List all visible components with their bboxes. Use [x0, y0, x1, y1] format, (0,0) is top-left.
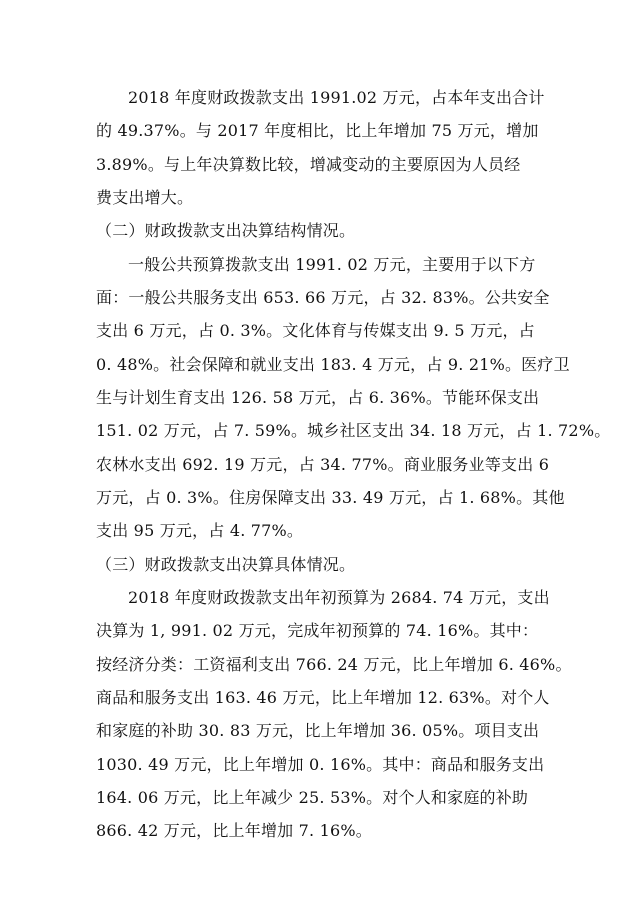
- p1-line-2: 的 49.37%。与 2017 年度相比，比上年增加 75 万元，增加: [96, 121, 539, 140]
- p2-line-9: 支出 95 万元，占 4. 77%。: [96, 521, 304, 540]
- p2-line-4: 0. 48%。社会保障和就业支出 183. 4 万元，占 9. 21%。医疗卫: [96, 355, 570, 374]
- p1-line-3: 3.89%。与上年决算数比较，增减变动的主要原因为人员经: [96, 155, 521, 174]
- p3-line-6: 1030. 49 万元，比上年增加 0. 16%。其中：商品和服务支出: [96, 755, 545, 774]
- p3-line-2: 决算为 1, 991. 02 万元，完成年初预算的 74. 16%。其中：: [96, 621, 539, 640]
- p3-line-3: 按经济分类：工资福利支出 766. 24 万元，比上年增加 6. 46%。: [96, 655, 572, 674]
- p2-line-8: 万元，占 0. 3%。住房保障支出 33. 49 万元，占 1. 68%。其他: [96, 488, 565, 507]
- section-heading-2: （二）财政拨款支出决算结构情况。: [96, 221, 356, 240]
- p2-line-6: 151. 02 万元，占 7. 59%。城乡社区支出 34. 18 万元，占 1. 72%。: [96, 421, 611, 440]
- p2-line-7: 农林水支出 692. 19 万元，占 34. 77%。商业服务业等支出 6: [96, 455, 550, 474]
- p3-line-5: 和家庭的补助 30. 83 万元，比上年增加 36. 05%。项目支出: [96, 721, 540, 740]
- p2-line-1: 一般公共预算拨款支出 1991. 02 万元，主要用于以下方: [128, 255, 536, 274]
- section-heading-3: （三）财政拨款支出决算具体情况。: [96, 555, 356, 574]
- p2-line-5: 生与计划生育支出 126. 58 万元，占 6. 36%。节能环保支出: [96, 388, 540, 407]
- p2-line-3: 支出 6 万元，占 0. 3%。文化体育与传媒支出 9. 5 万元，占: [96, 321, 535, 340]
- p3-line-4: 商品和服务支出 163. 46 万元，比上年增加 12. 63%。对个人: [96, 688, 550, 707]
- p1-line-4: 费支出增大。: [96, 188, 194, 207]
- p3-line-1: 2018 年度财政拨款支出年初预算为 2684. 74 万元，支出: [128, 588, 550, 607]
- p1-line-1: 2018 年度财政拨款支出 1991.02 万元，占本年支出合计: [128, 88, 545, 107]
- p3-line-7: 164. 06 万元，比上年减少 25. 53%。对个人和家庭的补助: [96, 788, 529, 807]
- p2-line-2: 面：一般公共服务支出 653. 66 万元，占 32. 83%。公共安全: [96, 288, 550, 307]
- p3-line-8: 866. 42 万元，比上年增加 7. 16%。: [96, 821, 372, 840]
